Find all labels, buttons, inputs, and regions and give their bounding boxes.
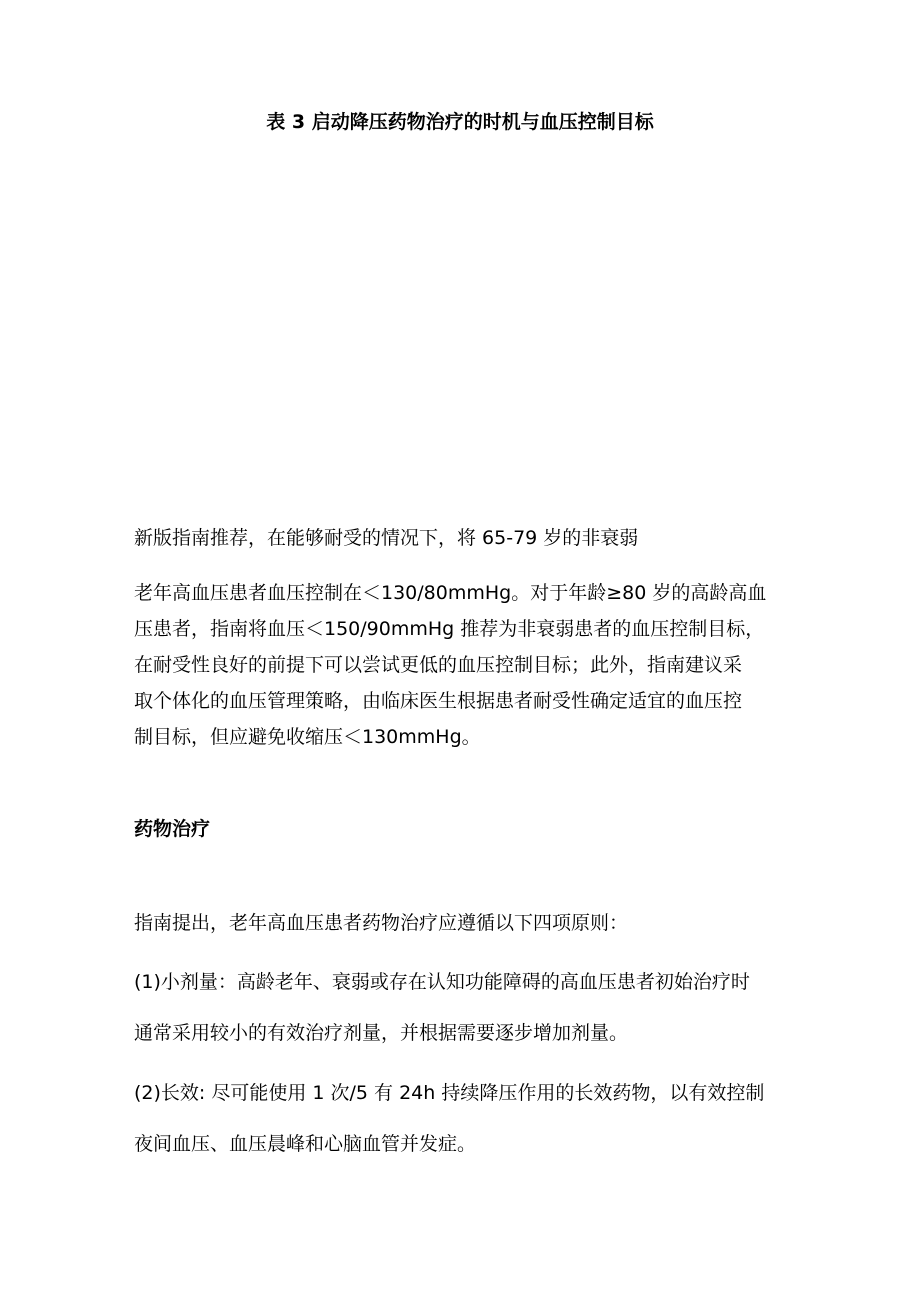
principle-1-line-1: (1)小剂量：高龄老年、衰弱或存在认知功能障碍的高血压患者初始治疗时 (134, 971, 750, 993)
paragraph-line: 制目标，但应避免收缩压＜130mmHg。 (134, 726, 481, 748)
paragraph-bp-targets (134, 579, 794, 759)
principle-1-line-2: 通常采用较小的有效治疗剂量，并根据需要逐步增加剂量。 (134, 1022, 629, 1044)
paragraph-line: 取个体化的血压管理策略，由临床医生根据患者耐受性确定适宜的血压控 (134, 690, 743, 712)
paragraph-line: 在耐受性良好的前提下可以尝试更低的血压控制目标；此外，指南建议采 (134, 654, 743, 676)
section-heading-drug-therapy: 药物治疗 (134, 818, 211, 840)
paragraph-recommendation: 新版指南推荐，在能够耐受的情况下，将 65-79 岁的非衰弱 (134, 527, 639, 549)
paragraph-line: 老年高血压患者血压控制在＜130/80mmHg。对于年龄≥80 岁的高龄高血 (134, 582, 767, 604)
paragraph-line: 压患者，指南将血压＜150/90mmHg 推荐为非衰弱患者的血压控制目标， (134, 618, 765, 640)
paragraph-principles-intro: 指南提出，老年高血压患者药物治疗应遵循以下四项原则： (134, 912, 629, 934)
principle-2-line-2: 夜间血压、血压晨峰和心脑血管并发症。 (134, 1133, 477, 1155)
table-caption-title: 表 3 启动降压药物治疗的时机与血压控制目标 (266, 111, 654, 133)
principle-2-line-1: (2)长效: 尽可能使用 1 次/5 有 24h 持续降压作用的长效药物，以有效控制 (134, 1082, 765, 1104)
